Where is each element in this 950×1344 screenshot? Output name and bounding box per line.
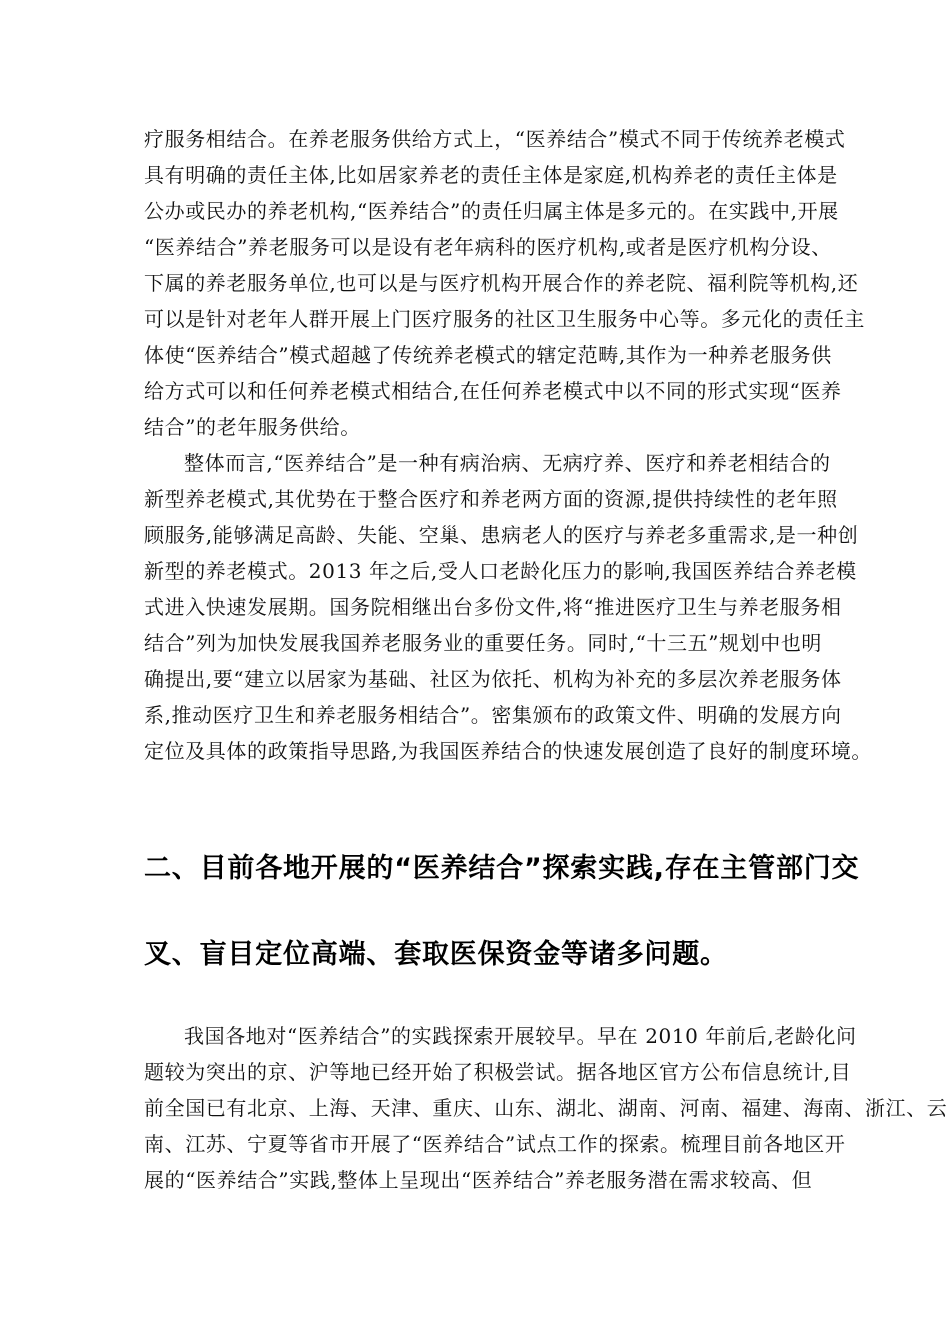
text-line: 下属的养老服务单位,也可以是与医疗机构开展合作的养老院、福利院等机构,还 (144, 271, 859, 295)
text-line: 结合”列为加快发展我国养老服务业的重要任务。同时,“十三五”规划中也明 (144, 631, 823, 655)
text-line: 公办或民办的养老机构,“医养结合”的责任归属主体是多元的。在实践中,开展 (144, 199, 839, 223)
text-line: 新型养老模式,其优势在于整合医疗和养老两方面的资源,提供持续性的老年照 (144, 487, 838, 511)
text-line: 给方式可以和任何养老模式相结合,在任何养老模式中以不同的形式实现“医养 (144, 379, 842, 403)
heading-line: 二、目前各地开展的“医养结合”探索实践,存在主管部门交 (144, 853, 860, 884)
heading-line: 叉、盲目定位高端、套取医保资金等诸多问题。 (144, 939, 728, 970)
text-line: 可以是针对老年人群开展上门医疗服务的社区卫生服务中心等。多元化的责任主 (144, 307, 865, 331)
text-line: 定位及具体的政策指导思路,为我国医养结合的快速发展创造了良好的制度环境。 (144, 739, 872, 763)
text-line: 南、江苏、宁夏等省市开展了“医养结合”试点工作的探索。梳理目前各地区开 (144, 1132, 846, 1156)
text-line: 结合”的老年服务供给。 (144, 415, 361, 439)
text-line: 具有明确的责任主体,比如居家养老的责任主体是家庭,机构养老的责任主体是 (144, 163, 838, 187)
text-line: 确提出,要“建立以居家为基础、社区为依托、机构为补充的多层次养老服务体 (144, 667, 842, 691)
text-line: 顾服务,能够满足高龄、失能、空巢、患病老人的医疗与养老多重需求,是一种创 (144, 523, 859, 547)
text-line: 我国各地对“医养结合”的实践探索开展较早。早在 2010 年前后,老龄化问 (184, 1024, 857, 1048)
text-line: 体使“医养结合”模式超越了传统养老模式的辖定范畴,其作为一种养老服务供 (144, 343, 832, 367)
text-line: 系,推动医疗卫生和养老服务相结合”。密集颁布的政策文件、明确的发展方向 (144, 703, 842, 727)
text-line: 整体而言,“医养结合”是一种有病治病、无病疗养、医疗和养老相结合的 (184, 451, 831, 475)
text-line: 新型的养老模式。2013 年之后,受人口老龄化压力的影响,我国医养结合养老模 (144, 559, 857, 583)
text-line: 疗服务相结合。在养老服务供给方式上，“医养结合”模式不同于传统养老模式 (144, 127, 846, 151)
text-line: 展的“医养结合”实践,整体上呈现出“医养结合”养老服务潜在需求较高、但 (144, 1168, 813, 1192)
text-line: 式进入快速发展期。国务院相继出台多份文件,将“推进医疗卫生与养老服务相 (144, 595, 842, 619)
text-line: 前全国已有北京、上海、天津、重庆、山东、湖北、湖南、河南、福建、海南、浙江、云 (144, 1096, 948, 1120)
text-line: 题较为突出的京、沪等地已经开始了积极尝试。据各地区官方公布信息统计,目 (144, 1060, 852, 1084)
text-line: “医养结合”养老服务可以是设有老年病科的医疗机构,或者是医疗机构分设、 (144, 235, 832, 259)
